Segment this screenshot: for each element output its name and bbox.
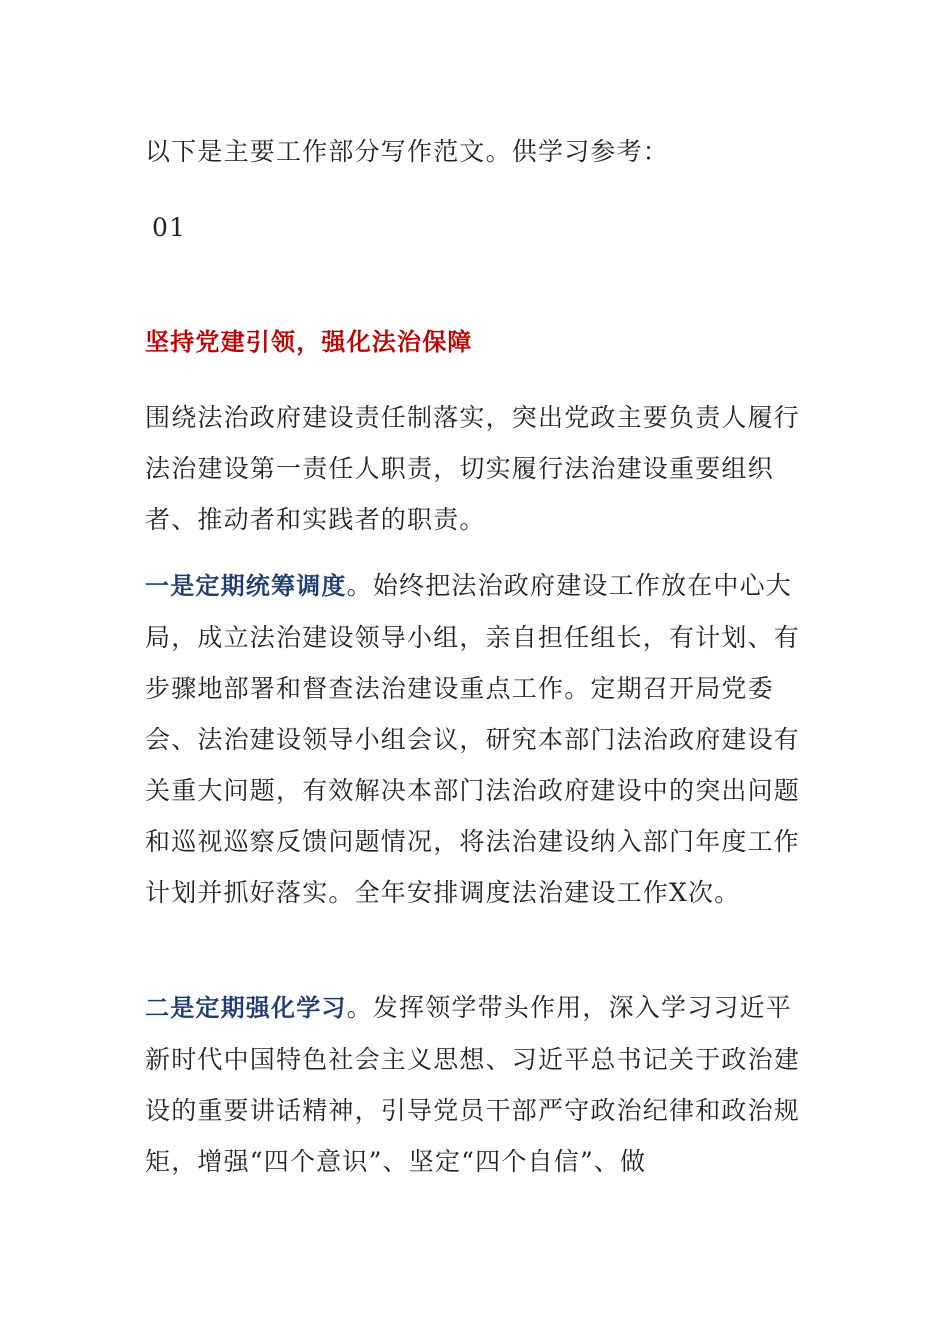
item-1-body: 。始终把法治政府建设工作放在中心大局，成立法治建设领导小组，亲自担任组长，有计划、有步骤地部署和督查法治建设重点工作。定期召开局党委会、法治建设领导小组会议，研究本部门法治政府建设有关重大问题，有效解决本部门法治政府建设中的突出问题和巡视巡察反馈问题情况，将法治建设纳入部门年度工作计划并抓好落实。全年安排调度法治建设工作X次。 [145, 571, 801, 907]
intro-text: 以下是主要工作部分写作范文。供学习参考： [145, 137, 670, 166]
item-1-lead: 一是定期统筹调度 [145, 572, 347, 600]
paragraph-item-2 [145, 982, 810, 1187]
item-2-body: 。发挥领学带头作用，深入学习习近平新时代中国特色社会主义思想、习近平总书记关于政治建设的重要讲话精神，引导党员干部严守政治纪律和政治规矩，增强“四个意识”、坚定“四个自信”、做 [145, 993, 801, 1176]
paragraph-item-1 [145, 560, 810, 918]
paragraph-1: 围绕法治政府建设责任制落实，突出党政主要负责人履行法治建设第一责任人职责，切实履行法治建设重要组织者、推动者和实践者的职责。 [145, 403, 801, 534]
section-heading: 坚持党建引领，强化法治保障 [145, 328, 473, 356]
section-number: 01 [152, 213, 187, 242]
item-2-lead: 二是定期强化学习 [145, 994, 347, 1022]
